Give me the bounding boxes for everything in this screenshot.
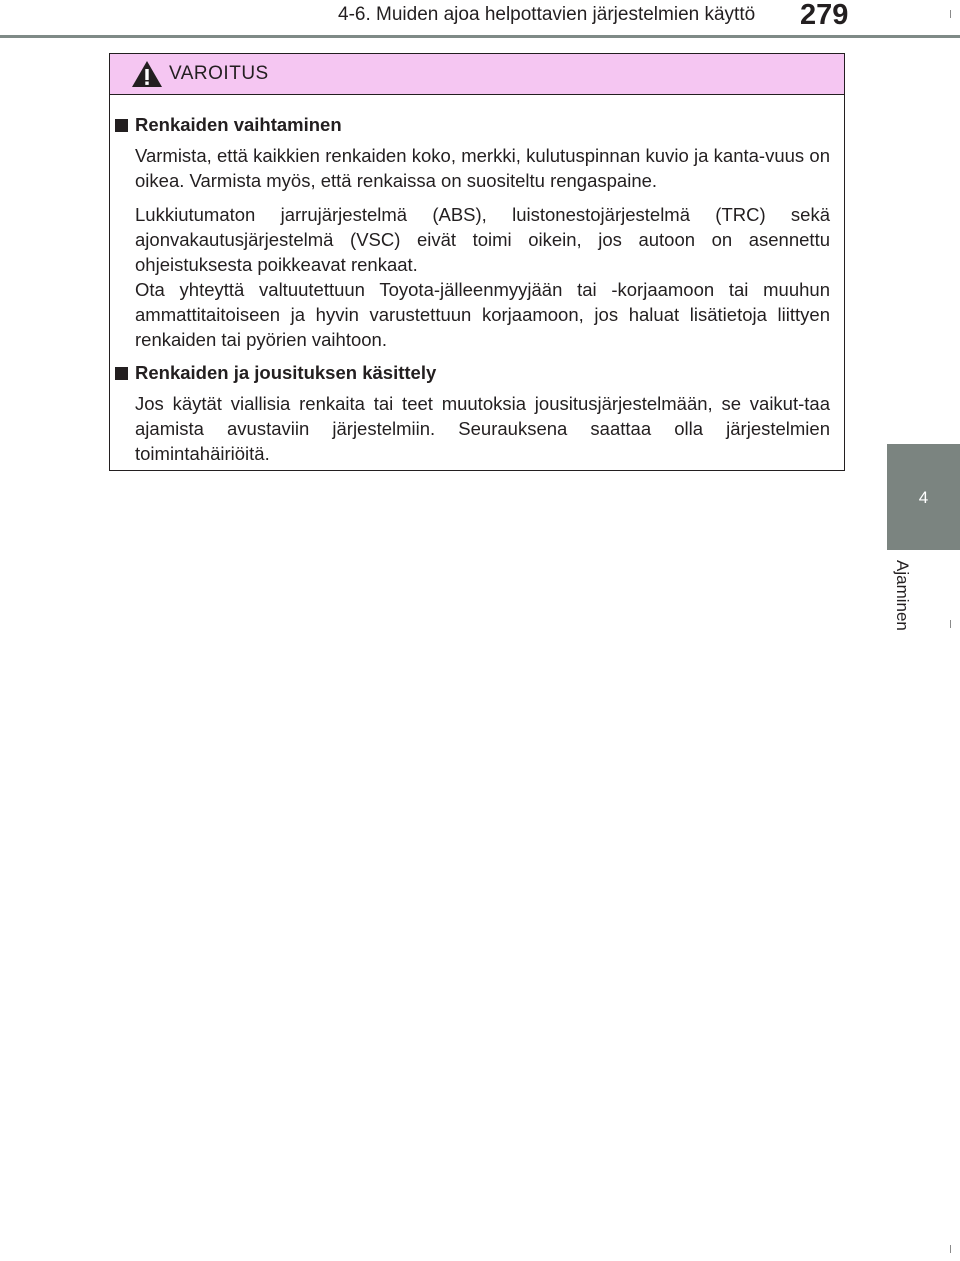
crop-mark <box>950 1245 951 1253</box>
warning-triangle-icon <box>131 60 163 88</box>
warning-box <box>109 53 845 471</box>
section-heading-text: Renkaiden ja jousituksen käsittely <box>135 362 437 383</box>
header-divider <box>0 35 960 38</box>
chapter-number: 4 <box>918 488 929 507</box>
paragraph: Ota yhteyttä valtuutettuun Toyota-jälleenmyyjään tai -korjaamoon tai muuhun ammattitaitoiseen ja hyvin varustettuun korjaamoon, jos haluat lisätietoja liittyen renkaiden tai pyörien vaihtoon. <box>135 279 830 350</box>
crop-mark <box>950 620 951 628</box>
warning-label: VAROITUS <box>169 63 269 84</box>
paragraph: Varmista, että kaikkien renkaiden koko, merkki, kulutuspinnan kuvio ja kanta-vuus on oikea. Varmista myös, että renkaissa on suositeltu rengaspaine. <box>135 145 830 191</box>
section-heading <box>115 113 830 137</box>
section-heading-text: Renkaiden vaihtaminen <box>135 114 342 135</box>
warning-header <box>110 54 844 95</box>
chapter-tab <box>887 444 960 550</box>
square-bullet-icon <box>115 119 128 132</box>
section-heading <box>115 361 830 385</box>
crop-mark <box>950 10 951 18</box>
page-number: 279 <box>800 0 849 31</box>
square-bullet-icon <box>115 367 128 380</box>
paragraph: Lukkiutumaton jarrujärjestelmä (ABS), luistonestojärjestelmä (TRC) sekä ajonvakautusjärjestelmä (VSC) eivät toimi oikein, jos autoon on asennettu ohjeistuksesta poikkeavat renkaat. <box>135 204 830 275</box>
chapter-title: Ajaminen <box>893 560 912 631</box>
paragraph: Jos käytät viallisia renkaita tai teet muutoksia jousitusjärjestelmään, se vaikut-taa ajamista avustaviin järjestelmiin. Seurauksena saattaa olla järjestelmien toimintahäiriöitä. <box>135 393 830 464</box>
warning-body <box>110 95 844 466</box>
running-header: 4-6. Muiden ajoa helpottavien järjestelmien käyttö <box>338 4 756 25</box>
